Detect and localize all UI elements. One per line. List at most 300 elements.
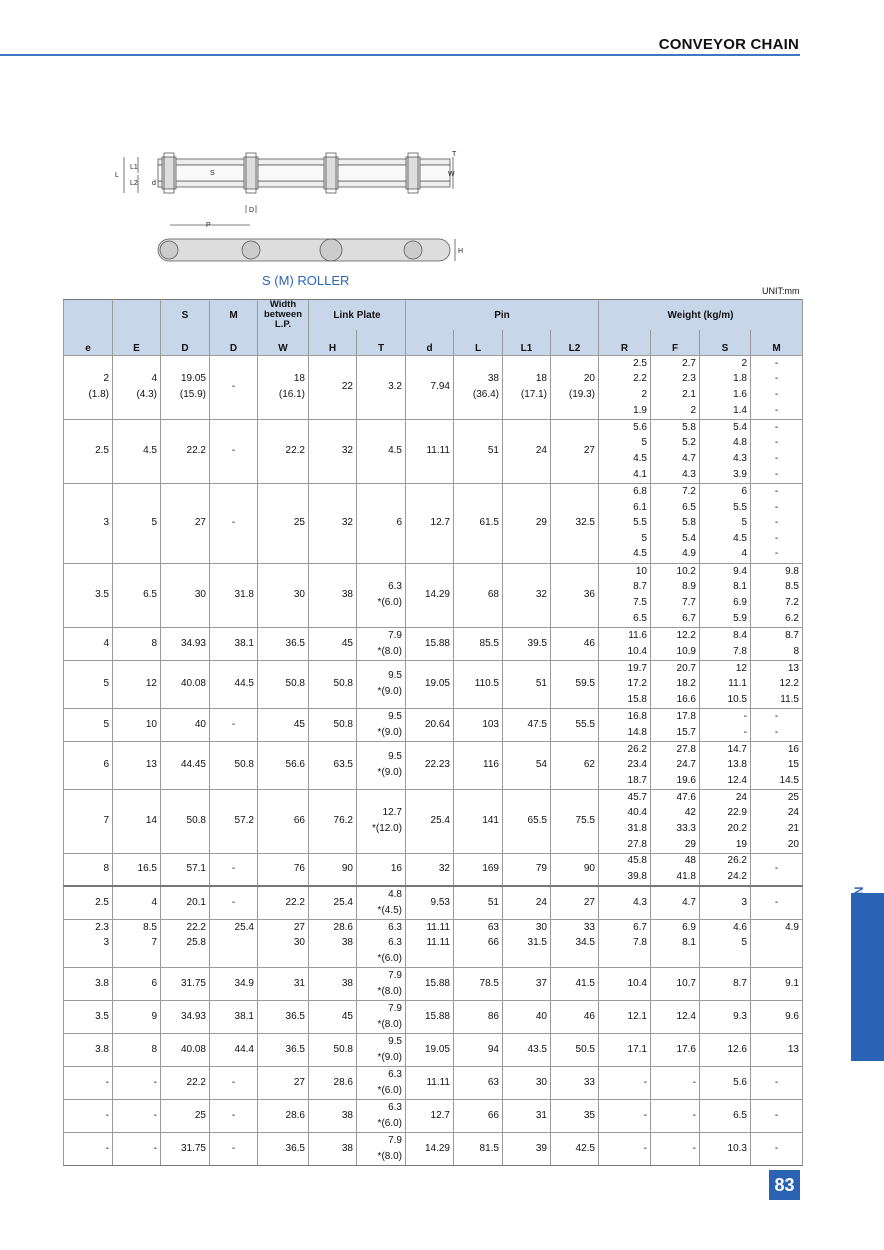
cell-value: 24 bbox=[535, 896, 547, 908]
table-cell-h bbox=[309, 1066, 357, 1099]
table-cell-s bbox=[700, 853, 751, 886]
cell-value: 13.8 bbox=[727, 759, 747, 771]
cell-value: 8 bbox=[151, 637, 157, 649]
cell-value: - bbox=[774, 726, 779, 738]
cell-value: 9.5 bbox=[388, 1035, 402, 1047]
table-cell-s bbox=[700, 919, 751, 967]
cell-value: 6.5 bbox=[733, 1109, 747, 1121]
table-cell-h bbox=[309, 741, 357, 789]
cell-value: 4.6 bbox=[733, 921, 747, 933]
table-cell-t bbox=[357, 1033, 406, 1066]
table-cell-w bbox=[258, 483, 309, 563]
cell-value: 90 bbox=[583, 863, 595, 875]
cell-value: 5.2 bbox=[682, 437, 696, 449]
cell-value: (15.9) bbox=[179, 389, 206, 400]
table-cell-s bbox=[700, 708, 751, 741]
cell-value: 34.5 bbox=[575, 937, 595, 949]
cell-value: 14.8 bbox=[627, 726, 647, 738]
table-cell-d2 bbox=[210, 563, 258, 627]
subheader-col: W bbox=[258, 330, 309, 355]
cell-value: 1.9 bbox=[633, 404, 647, 416]
cell-value: 2 bbox=[641, 389, 647, 400]
cell-value: 68 bbox=[487, 589, 499, 601]
table-cell-l2 bbox=[551, 919, 599, 967]
table-cell-l bbox=[454, 1033, 503, 1066]
cell-value: 51 bbox=[535, 678, 547, 690]
cell-value: 11.11 bbox=[426, 1076, 450, 1088]
table-cell-h bbox=[309, 919, 357, 967]
table-row bbox=[64, 1099, 803, 1132]
table-cell-l1 bbox=[503, 853, 551, 886]
cell-value: - bbox=[105, 1142, 109, 1154]
cell-value: 7.9 bbox=[388, 969, 402, 981]
cell-value: 7.9 bbox=[388, 1134, 402, 1146]
cell-value: - bbox=[774, 896, 779, 908]
cell-value: 25 bbox=[787, 791, 799, 803]
table-cell-h bbox=[309, 660, 357, 708]
cell-value: 5 bbox=[741, 937, 747, 949]
table-cell-f bbox=[651, 886, 700, 920]
cell-value: 79 bbox=[535, 863, 547, 875]
cell-value: 3 bbox=[103, 517, 109, 529]
cell-value: 43.5 bbox=[527, 1043, 547, 1055]
table-cell-l1 bbox=[503, 627, 551, 660]
table-cell-f bbox=[651, 919, 700, 967]
cell-value: 39.8 bbox=[627, 871, 647, 882]
table-cell-d2 bbox=[210, 483, 258, 563]
table-cell-e bbox=[113, 1099, 161, 1132]
table-cell-l bbox=[454, 1099, 503, 1132]
table-row bbox=[64, 419, 803, 483]
table-cell-m bbox=[751, 708, 803, 741]
cell-value: (16.1) bbox=[278, 389, 305, 400]
table-cell-l bbox=[454, 886, 503, 920]
cell-value: 10.7 bbox=[676, 977, 696, 989]
cell-value: 5 bbox=[151, 517, 157, 529]
cell-value: - bbox=[692, 1109, 696, 1121]
table-cell-s bbox=[700, 419, 751, 483]
table-cell-l2 bbox=[551, 1099, 599, 1132]
cell-value: 12.2 bbox=[779, 678, 799, 690]
table-cell-f bbox=[651, 419, 700, 483]
cell-value: (19.3) bbox=[568, 389, 595, 400]
cell-value: 26.2 bbox=[627, 743, 647, 755]
cell-value: 66 bbox=[487, 1109, 499, 1121]
table-cell-t bbox=[357, 853, 406, 886]
table-cell-d2 bbox=[210, 1000, 258, 1033]
cell-value: 4 bbox=[103, 637, 109, 649]
table-cell-s bbox=[700, 483, 751, 563]
cell-value: 66 bbox=[487, 937, 499, 949]
cell-value: 1.4 bbox=[733, 404, 747, 416]
cell-value: 6.5 bbox=[682, 501, 696, 513]
cell-value: 4.5 bbox=[633, 453, 647, 464]
cell-value: 31.8 bbox=[234, 589, 254, 601]
table-cell-d1 bbox=[161, 1099, 210, 1132]
table-cell-l2 bbox=[551, 627, 599, 660]
cell-value: 28.6 bbox=[333, 1076, 353, 1088]
cell-value: 40.08 bbox=[180, 678, 206, 690]
cell-value: 39.5 bbox=[527, 637, 547, 649]
table-cell-d1 bbox=[161, 886, 210, 920]
cell-value: 30 bbox=[535, 1076, 547, 1088]
cell-value: 5.6 bbox=[733, 1076, 747, 1088]
table-cell-d2 bbox=[210, 853, 258, 886]
table-cell-r bbox=[599, 886, 651, 920]
table-cell-d2 bbox=[210, 886, 258, 920]
cell-value: 25.4 bbox=[430, 815, 450, 827]
cell-value: 22.23 bbox=[424, 759, 450, 771]
table-cell-w bbox=[258, 563, 309, 627]
cell-value: 20.64 bbox=[424, 718, 450, 730]
cell-value: 24.7 bbox=[676, 759, 696, 771]
cell-value: 32 bbox=[341, 445, 353, 457]
table-cell-d bbox=[406, 1066, 454, 1099]
cell-value: *(9.0) bbox=[377, 726, 402, 738]
cell-value: 2.5 bbox=[95, 445, 109, 457]
table-cell-d bbox=[406, 483, 454, 563]
table-cell-d2 bbox=[210, 789, 258, 853]
table-cell-d2 bbox=[210, 1066, 258, 1099]
table-cell-s bbox=[700, 1099, 751, 1132]
cell-value: 15.7 bbox=[676, 726, 696, 738]
cell-value: 22.2 bbox=[186, 445, 206, 457]
cell-value: 4 bbox=[151, 896, 157, 908]
table-cell-e bbox=[64, 660, 113, 708]
cell-value: 12.6 bbox=[727, 1043, 747, 1055]
table-cell-m bbox=[751, 1132, 803, 1165]
table-cell-e bbox=[113, 789, 161, 853]
cell-value: 38 bbox=[341, 589, 353, 601]
cell-value: 45 bbox=[293, 718, 305, 730]
table-cell-d2 bbox=[210, 355, 258, 419]
table-cell-s bbox=[700, 563, 751, 627]
table-cell-e bbox=[64, 1066, 113, 1099]
cell-value: 42 bbox=[684, 807, 696, 819]
cell-value: 22.2 bbox=[186, 1076, 206, 1088]
cell-value: - bbox=[774, 373, 779, 385]
table-cell-l bbox=[454, 1000, 503, 1033]
cell-value: 12 bbox=[735, 662, 747, 674]
cell-value: 7.5 bbox=[633, 597, 647, 608]
cell-value: *(6.0) bbox=[377, 1084, 402, 1096]
dim-label-L1: L1 bbox=[130, 164, 138, 171]
cell-value: 31.8 bbox=[627, 823, 647, 834]
table-cell-d2 bbox=[210, 708, 258, 741]
cell-value: 8.5 bbox=[785, 581, 799, 593]
cell-value: 18.7 bbox=[627, 774, 647, 786]
cell-value: 8.7 bbox=[785, 629, 799, 641]
dim-label-d: d bbox=[152, 180, 156, 187]
cell-value: 25.4 bbox=[234, 921, 254, 933]
cell-value: 45 bbox=[341, 637, 353, 649]
cell-value: 14.7 bbox=[727, 743, 747, 755]
table-cell-w bbox=[258, 789, 309, 853]
table-row bbox=[64, 789, 803, 853]
cell-value: 40 bbox=[535, 1010, 547, 1022]
cell-value: 48 bbox=[684, 855, 696, 867]
table-cell-r bbox=[599, 627, 651, 660]
cell-value: 19.05 bbox=[424, 678, 450, 690]
cell-value: 6.3 bbox=[388, 937, 402, 949]
cell-value: 8.5 bbox=[143, 921, 157, 933]
table-cell-l bbox=[454, 919, 503, 967]
cell-value: 46 bbox=[583, 1010, 595, 1022]
table-cell-h bbox=[309, 355, 357, 419]
subheader-col: d bbox=[406, 330, 454, 355]
cell-value: 12.2 bbox=[676, 629, 696, 641]
table-row bbox=[64, 1132, 803, 1165]
cell-value: 6 bbox=[103, 759, 109, 771]
table-cell-d1 bbox=[161, 853, 210, 886]
cell-value: 44.45 bbox=[180, 759, 206, 771]
cell-value: 5.9 bbox=[733, 612, 747, 624]
cell-value: - bbox=[692, 1076, 696, 1088]
cell-value: 36.5 bbox=[285, 637, 305, 649]
cell-value: 14 bbox=[145, 815, 157, 827]
cell-value: 28.6 bbox=[333, 921, 353, 933]
cell-value: 27 bbox=[293, 1076, 305, 1088]
table-cell-h bbox=[309, 483, 357, 563]
cell-value: 6 bbox=[741, 486, 747, 498]
cell-value: - bbox=[231, 896, 236, 908]
cell-value: 12.7 bbox=[382, 807, 402, 819]
table-cell-t bbox=[357, 919, 406, 967]
cell-value: 15.8 bbox=[627, 693, 647, 705]
table-row bbox=[64, 1000, 803, 1033]
table-cell-e bbox=[113, 741, 161, 789]
table-cell-m bbox=[751, 1066, 803, 1099]
table-cell-m bbox=[751, 419, 803, 483]
dim-label-H: H bbox=[458, 248, 464, 255]
dim-label-D: D bbox=[249, 207, 255, 214]
cell-value: - bbox=[231, 718, 236, 730]
table-row bbox=[64, 853, 803, 886]
table-cell-d bbox=[406, 967, 454, 1000]
cell-value: 6.9 bbox=[682, 921, 696, 933]
table-cell-e bbox=[113, 886, 161, 920]
cell-value: 46 bbox=[583, 637, 595, 649]
cell-value: - bbox=[774, 389, 779, 400]
cell-value: 2.5 bbox=[633, 357, 647, 369]
cell-value: - bbox=[643, 1142, 647, 1154]
cell-value: 8.9 bbox=[682, 581, 696, 593]
cell-value: 3.5 bbox=[95, 1010, 109, 1022]
cell-value: *(8.0) bbox=[377, 1150, 402, 1162]
cell-value: 17.1 bbox=[627, 1043, 647, 1055]
cell-value: 20 bbox=[787, 838, 799, 850]
cell-value: 12.4 bbox=[676, 1010, 696, 1022]
table-cell-d2 bbox=[210, 419, 258, 483]
cell-value: 6.7 bbox=[633, 921, 647, 933]
cell-value: - bbox=[643, 1109, 647, 1121]
cell-value: 33 bbox=[583, 921, 595, 933]
cell-value: 9.5 bbox=[388, 670, 402, 682]
table-cell-s bbox=[700, 355, 751, 419]
cell-value: 14.5 bbox=[779, 774, 799, 786]
table-cell-s bbox=[700, 660, 751, 708]
table-cell-s bbox=[700, 1000, 751, 1033]
cell-value: *(12.0) bbox=[371, 823, 402, 834]
table-cell-d bbox=[406, 708, 454, 741]
table-cell-f bbox=[651, 853, 700, 886]
table-cell-d2 bbox=[210, 1132, 258, 1165]
table-cell-d bbox=[406, 853, 454, 886]
cell-value: *(9.0) bbox=[377, 686, 402, 697]
cell-value: 4.7 bbox=[682, 896, 696, 908]
cell-value: 36.5 bbox=[285, 1043, 305, 1055]
cell-value: 5.6 bbox=[633, 421, 647, 433]
subheader-col: S bbox=[700, 330, 751, 355]
cell-value: 4.9 bbox=[682, 548, 696, 560]
table-cell-d bbox=[406, 627, 454, 660]
cell-value: - bbox=[743, 726, 747, 738]
table-cell-m bbox=[751, 789, 803, 853]
cell-value: 94 bbox=[487, 1043, 499, 1055]
table-cell-m bbox=[751, 1000, 803, 1033]
table-cell-f bbox=[651, 627, 700, 660]
cell-value: 76 bbox=[293, 863, 305, 875]
table-cell-e bbox=[64, 789, 113, 853]
cell-value: 9.6 bbox=[785, 1010, 799, 1022]
cell-value: 4.5 bbox=[633, 548, 647, 560]
cell-value: 62 bbox=[583, 759, 595, 771]
table-cell-l2 bbox=[551, 1000, 599, 1033]
header-width-between-lp: Width between L.P. bbox=[258, 300, 309, 331]
table-cell-r bbox=[599, 919, 651, 967]
cell-value: 19.6 bbox=[676, 774, 696, 786]
cell-value: 3.5 bbox=[95, 589, 109, 601]
cell-value: 33.3 bbox=[676, 823, 696, 834]
cell-value: 18.2 bbox=[676, 678, 696, 690]
table-cell-m bbox=[751, 660, 803, 708]
table-cell-e bbox=[64, 563, 113, 627]
cell-value: 30 bbox=[293, 589, 305, 601]
cell-value: 5 bbox=[641, 437, 647, 449]
dim-label-P: P bbox=[206, 222, 211, 229]
cell-value: (36.4) bbox=[472, 389, 499, 400]
table-cell-l1 bbox=[503, 1000, 551, 1033]
cell-value: 38 bbox=[487, 373, 499, 385]
table-cell-h bbox=[309, 627, 357, 660]
cell-value: 5.5 bbox=[733, 501, 747, 513]
table-cell-r bbox=[599, 789, 651, 853]
diagram-caption: S (M) ROLLER bbox=[262, 273, 350, 288]
table-cell-m bbox=[751, 967, 803, 1000]
cell-value: 9.5 bbox=[388, 710, 402, 722]
cell-value: - bbox=[774, 1142, 779, 1154]
cell-value: 56.6 bbox=[285, 759, 305, 771]
cell-value: 12 bbox=[145, 678, 157, 690]
cell-value: - bbox=[743, 710, 747, 722]
cell-value: 11.5 bbox=[780, 693, 799, 705]
table-cell-e bbox=[64, 1099, 113, 1132]
page-header-title: CONVEYOR CHAIN bbox=[658, 36, 799, 53]
table-cell-e bbox=[113, 1033, 161, 1066]
table-cell-w bbox=[258, 1132, 309, 1165]
table-cell-m bbox=[751, 627, 803, 660]
table-cell-l1 bbox=[503, 660, 551, 708]
header-S: S bbox=[161, 300, 210, 331]
cell-value: 5.5 bbox=[633, 517, 647, 529]
table-cell-h bbox=[309, 1000, 357, 1033]
table-cell-s bbox=[700, 967, 751, 1000]
cell-value: - bbox=[774, 468, 779, 480]
cell-value: 8 bbox=[103, 863, 109, 875]
table-cell-t bbox=[357, 355, 406, 419]
cell-value: 50.8 bbox=[333, 1043, 353, 1055]
table-cell-w bbox=[258, 419, 309, 483]
table-cell-d1 bbox=[161, 1033, 210, 1066]
table-cell-e bbox=[113, 853, 161, 886]
cell-value: 17.2 bbox=[627, 678, 647, 690]
subheader-col: E bbox=[113, 330, 161, 355]
cell-value: - bbox=[774, 548, 779, 560]
table-cell-d1 bbox=[161, 1066, 210, 1099]
cell-value: 3.8 bbox=[95, 1043, 109, 1055]
cell-value: 12.1 bbox=[627, 1010, 647, 1022]
cell-value: 4.5 bbox=[143, 445, 157, 457]
subheader-col: H bbox=[309, 330, 357, 355]
table-cell-t bbox=[357, 1099, 406, 1132]
table-row bbox=[64, 741, 803, 789]
table-cell-s bbox=[700, 627, 751, 660]
table-cell-l1 bbox=[503, 741, 551, 789]
table-cell-f bbox=[651, 741, 700, 789]
cell-value: 55.5 bbox=[575, 718, 595, 730]
table-cell-h bbox=[309, 1099, 357, 1132]
table-cell-f bbox=[651, 1132, 700, 1165]
cell-value: 31.5 bbox=[527, 937, 547, 949]
cell-value: 7.9 bbox=[388, 629, 402, 641]
table-cell-e bbox=[64, 1000, 113, 1033]
cell-value: 10.4 bbox=[627, 645, 647, 657]
cell-value: 8.7 bbox=[633, 581, 647, 593]
cell-value: 11.11 bbox=[426, 445, 450, 457]
cell-value: - bbox=[774, 501, 779, 513]
table-cell-m bbox=[751, 1099, 803, 1132]
table-cell-h bbox=[309, 853, 357, 886]
table-cell-m bbox=[751, 563, 803, 627]
cell-value: 3 bbox=[741, 896, 747, 908]
cell-value: 8.1 bbox=[733, 581, 747, 593]
cell-value: 34.93 bbox=[180, 637, 206, 649]
cell-value: *(6.0) bbox=[377, 1117, 402, 1129]
cell-value: 12.7 bbox=[430, 1109, 450, 1121]
cell-value: 110.5 bbox=[474, 678, 499, 690]
cell-value: 24 bbox=[535, 445, 547, 457]
cell-value: 36.5 bbox=[285, 1142, 305, 1154]
page-number: 83 bbox=[769, 1170, 800, 1200]
cell-value: 30 bbox=[535, 921, 547, 933]
table-cell-t bbox=[357, 483, 406, 563]
chain-diagram bbox=[110, 145, 470, 275]
table-row bbox=[64, 886, 803, 920]
cell-value: 4 bbox=[741, 548, 747, 560]
subheader-col: F bbox=[651, 330, 700, 355]
cell-value: 7 bbox=[151, 937, 157, 949]
cell-value: 5.8 bbox=[682, 517, 696, 529]
cell-value: 10.4 bbox=[627, 977, 647, 989]
table-cell-d1 bbox=[161, 660, 210, 708]
cell-value: 16 bbox=[787, 743, 799, 755]
table-cell-e bbox=[113, 919, 161, 967]
table-row bbox=[64, 1033, 803, 1066]
cell-value: 27.8 bbox=[627, 838, 647, 850]
table-cell-f bbox=[651, 563, 700, 627]
table-cell-t bbox=[357, 419, 406, 483]
table-cell-r bbox=[599, 1132, 651, 1165]
